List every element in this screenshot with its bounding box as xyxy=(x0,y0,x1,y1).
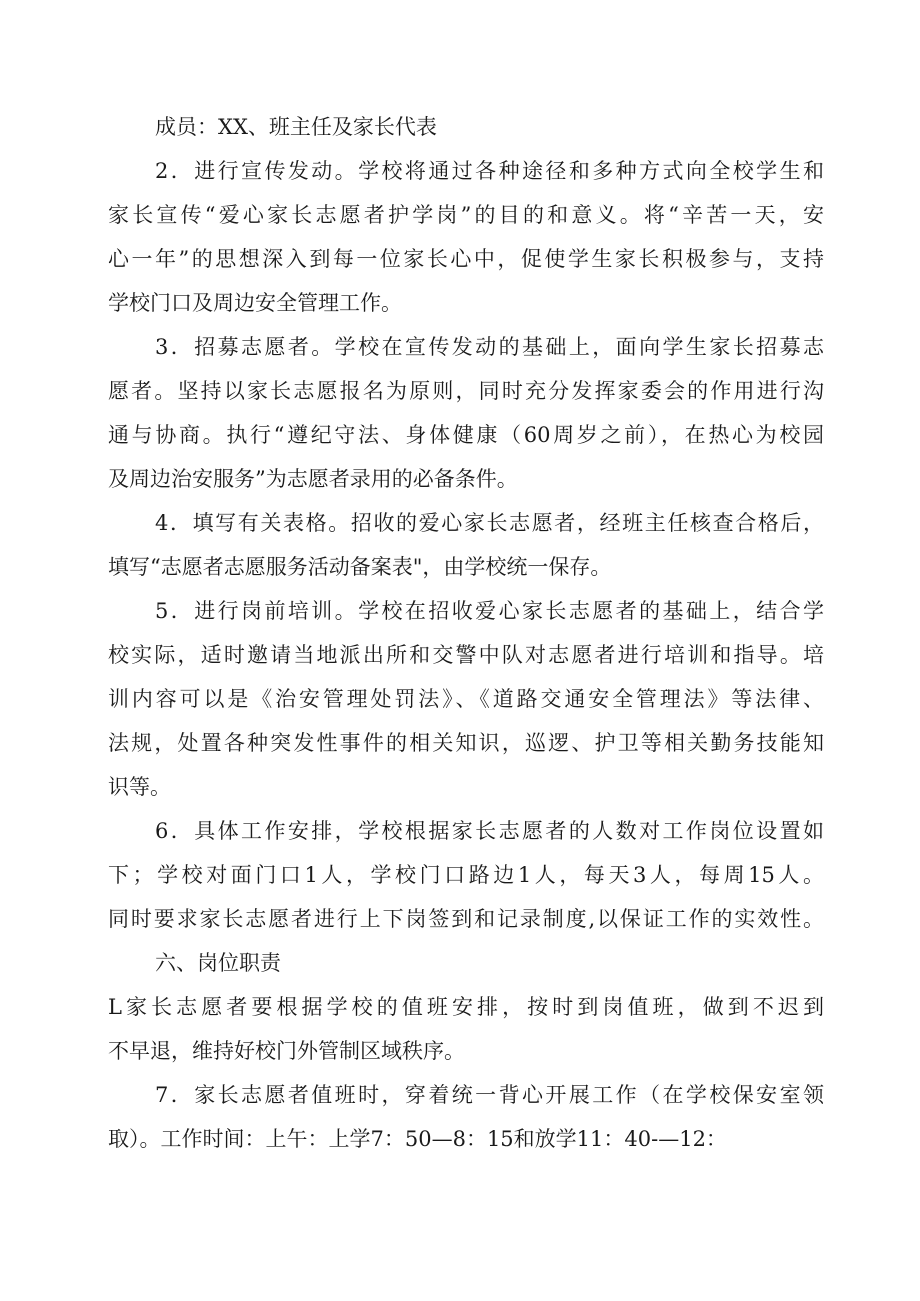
paragraph-6-line-1: 6．具体工作安排，学校根据家长志愿者的人数对工作岗位设置如 xyxy=(155,819,824,843)
duty-1-line-1: L家长志愿者要根据学校的值班安排，按时到岗值班，做到不迟到 xyxy=(108,995,824,1019)
paragraph-5-line-5: 识等。 xyxy=(108,775,171,799)
paragraph-2-line-1: 2．进行宣传发动。学校将通过各种途径和多种方式向全校学生和 xyxy=(155,159,824,183)
paragraph-3-line-1: 3．招募志愿者。学校在宣传发动的基础上，面向学生家长招募志 xyxy=(155,335,824,359)
paragraph-5-line-3: 训内容可以是《治安管理处罚法》、《道路交通安全管理法》等法律、 xyxy=(108,687,824,711)
members-line: 成员：XX、班主任及家长代表 xyxy=(155,115,437,139)
paragraph-6-line-2: 下；学校对面门口1人，学校门口路边1人，每天3人，每周15人。 xyxy=(108,863,824,887)
paragraph-3-line-3: 通与协商。执行“遵纪守法、身体健康（60周岁之前），在热心为校园 xyxy=(108,423,824,447)
duty-1-line-2: 不早退，维持好校门外管制区域秩序。 xyxy=(108,1039,465,1063)
paragraph-2-line-3: 心一年”的思想深入到每一位家长心中，促使学生家长积极参与，支持 xyxy=(108,247,824,271)
paragraph-5-line-1: 5．进行岗前培训。学校在招收爱心家长志愿者的基础上，结合学 xyxy=(155,599,824,623)
duty-7-line-2: 取）。工作时间：上午：上学7：50—8：15和放学11：40-—12： xyxy=(108,1127,727,1151)
paragraph-2-line-2: 家长宣传“爱心家长志愿者护学岗”的目的和意义。将“辛苦一天，安 xyxy=(108,203,824,227)
paragraph-2-line-4: 学校门口及周边安全管理工作。 xyxy=(108,291,402,315)
paragraph-4-line-1: 4．填写有关表格。招收的爱心家长志愿者，经班主任核查合格后， xyxy=(155,511,824,535)
section-heading-duties: 六、岗位职责 xyxy=(155,951,281,975)
paragraph-4-line-2: 填写“志愿者志愿服务活动备案表"，由学校统一保存。 xyxy=(108,555,612,579)
paragraph-6-line-3: 同时要求家长志愿者进行上下岗签到和记录制度,以保证工作的实效性。 xyxy=(108,907,824,931)
paragraph-5-line-4: 法规，处置各种突发性事件的相关知识，巡逻、护卫等相关勤务技能知 xyxy=(108,731,824,755)
paragraph-3-line-2: 愿者。坚持以家长志愿报名为原则，同时充分发挥家委会的作用进行沟 xyxy=(108,379,824,403)
duty-7-line-1: 7．家长志愿者值班时，穿着统一背心开展工作（在学校保安室领 xyxy=(155,1083,824,1107)
paragraph-3-line-4: 及周边治安服务”为志愿者录用的必备条件。 xyxy=(108,467,518,491)
paragraph-5-line-2: 校实际，适时邀请当地派出所和交警中队对志愿者进行培训和指导。培 xyxy=(108,643,824,667)
